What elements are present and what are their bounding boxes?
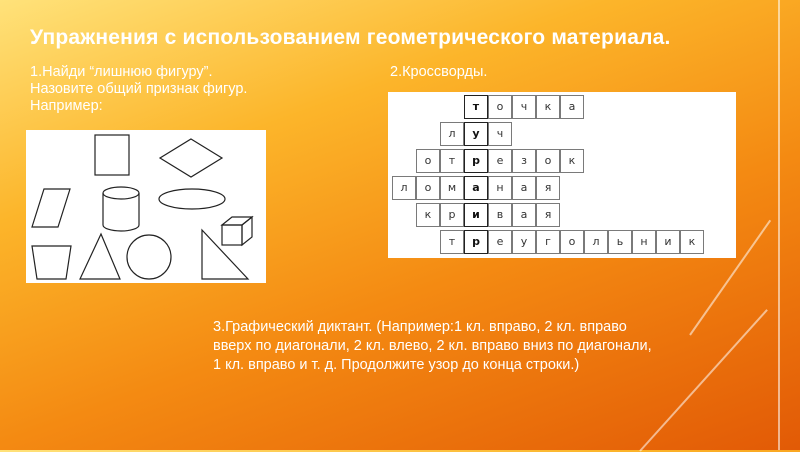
crossword-grid <box>388 92 736 258</box>
decorative-line <box>639 309 768 452</box>
crossword-cell: о <box>488 95 512 119</box>
shapes-image <box>26 130 266 283</box>
rhombus-shape <box>160 139 222 177</box>
trapezoid-shape <box>32 246 71 279</box>
crossword-cell: о <box>416 149 440 173</box>
slide-title: Упражнения с использованием геометрического материала. <box>30 26 671 49</box>
crossword-cell: и <box>656 230 680 254</box>
crossword-cell: т <box>440 149 464 173</box>
crossword-cell: г <box>536 230 560 254</box>
crossword-cell: л <box>584 230 608 254</box>
crossword-cell: у <box>464 122 488 146</box>
exercise-1-line: Назовите общий признак фигур. <box>30 81 248 97</box>
crossword-cell: т <box>464 95 488 119</box>
crossword-cell: р <box>464 149 488 173</box>
decorative-line <box>778 0 780 450</box>
crossword-cell: р <box>464 230 488 254</box>
crossword-cell: м <box>440 176 464 200</box>
crossword-cell: о <box>416 176 440 200</box>
crossword-cell: е <box>488 149 512 173</box>
crossword-cell: н <box>632 230 656 254</box>
crossword-cell: а <box>512 176 536 200</box>
crossword-cell: н <box>488 176 512 200</box>
crossword-cell: о <box>536 149 560 173</box>
crossword-cell: ч <box>512 95 536 119</box>
crossword-cell: ь <box>608 230 632 254</box>
crossword-cell: л <box>392 176 416 200</box>
crossword-cell: к <box>536 95 560 119</box>
crossword-cell: к <box>560 149 584 173</box>
ellipse-shape <box>159 189 225 209</box>
exercise-1-text <box>30 64 247 115</box>
triangle-shape <box>80 234 120 279</box>
crossword-cell: з <box>512 149 536 173</box>
crossword-cell: а <box>560 95 584 119</box>
crossword-cell: и <box>464 203 488 227</box>
right-triangle-shape <box>202 230 248 279</box>
crossword-cell: к <box>416 203 440 227</box>
crossword-cell: у <box>512 230 536 254</box>
crossword-cell: т <box>440 230 464 254</box>
exercise-2-label: 2.Кроссворды. <box>390 64 488 80</box>
crossword-cell: а <box>464 176 488 200</box>
crossword-cell: я <box>536 176 560 200</box>
circle-shape <box>127 235 171 279</box>
exercise-1-line: 1.Найди “лишнюю фигуру”. <box>30 64 213 80</box>
crossword-cell: к <box>680 230 704 254</box>
exercise-1-line: Например: <box>30 98 103 114</box>
parallelogram-shape <box>32 189 70 227</box>
cylinder-shape <box>103 187 139 231</box>
cube-shape <box>222 217 252 245</box>
exercise-3-text: 3.Графический диктант. (Например:1 кл. вправо, 2 кл. вправо вверх по диагонали, 2 кл. влево, 2 кл. вправо вниз по диагонали, 1 кл. вправо и т. д. Продолжите узор до конца строки.) <box>213 319 652 373</box>
crossword-cell: л <box>440 122 464 146</box>
crossword-cell: я <box>536 203 560 227</box>
square-shape <box>95 135 129 175</box>
crossword-cell: ч <box>488 122 512 146</box>
crossword-cell: е <box>488 230 512 254</box>
crossword-cell: р <box>440 203 464 227</box>
shapes-drawing <box>26 130 266 283</box>
crossword-cell: о <box>560 230 584 254</box>
crossword-cell: а <box>512 203 536 227</box>
crossword-cell: в <box>488 203 512 227</box>
